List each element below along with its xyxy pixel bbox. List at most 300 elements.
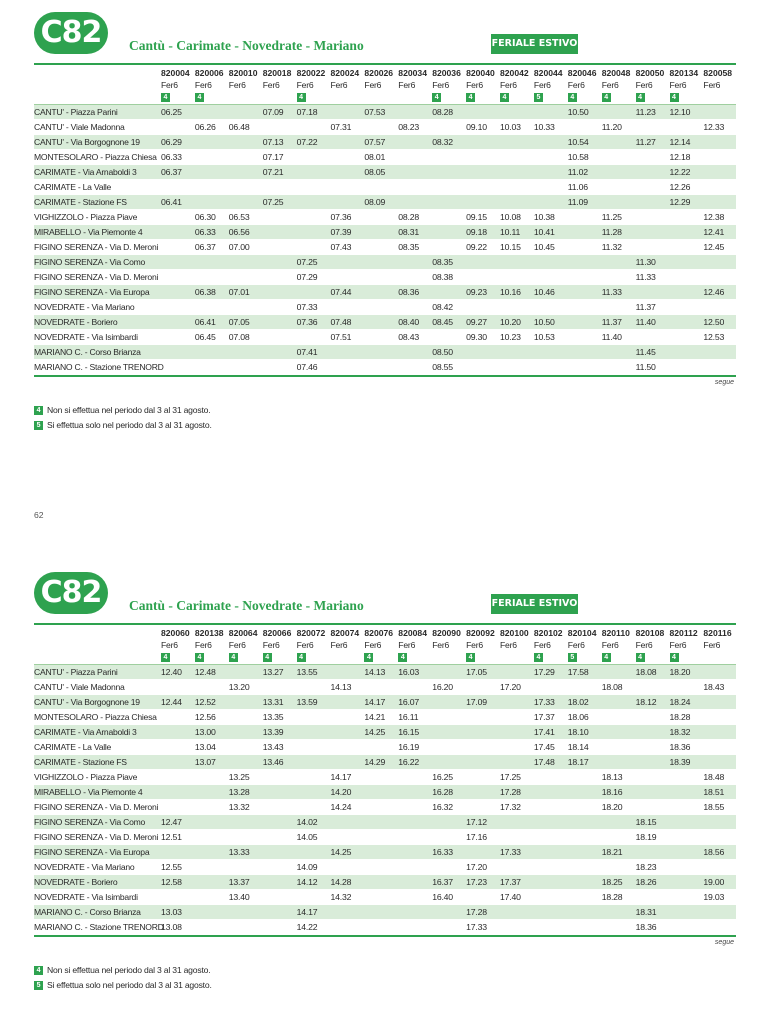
trip-header (703, 67, 737, 91)
trip-header (670, 627, 704, 662)
departure-time: 09.27 (466, 317, 487, 327)
trip-note-badge: 4 (297, 653, 306, 662)
departure-time: 09.22 (466, 242, 487, 252)
route-title: Cantù - Carimate - Novedrate - Mariano (129, 38, 364, 53)
departure-time: 10.45 (533, 242, 555, 252)
departure-time: 14.32 (330, 892, 352, 902)
trip-note-badge: 4 (195, 653, 204, 662)
departure-time: 12.46 (703, 287, 725, 297)
header-rule (34, 623, 736, 625)
trip-day: Fer6 (669, 80, 687, 90)
table-row (34, 785, 736, 799)
departure-time: 12.52 (194, 697, 216, 707)
table-row (34, 300, 736, 314)
departure-time: 08.05 (364, 167, 386, 177)
timetable-block-top (0, 0, 768, 500)
departure-time: 18.08 (601, 682, 623, 692)
stop-name: CANTU' - Via Borgognone 19 (34, 697, 140, 707)
trip-header (568, 627, 602, 662)
legend-text: Non si effettua nel periodo dal 3 al 31 agosto. (47, 405, 211, 415)
departure-time: 14.20 (330, 787, 352, 797)
trip-note-badge: 5 (568, 653, 577, 662)
table-row (34, 315, 736, 329)
departure-time: 11.33 (635, 272, 656, 282)
trip-note-badge: 4 (466, 653, 475, 662)
stop-name: CARIMATE - La Valle (34, 182, 112, 192)
trip-day: Fer6 (330, 80, 348, 90)
departure-time: 08.50 (432, 347, 453, 357)
stop-name: NOVEDRATE - Boriero (34, 317, 118, 327)
trip-day: Fer6 (567, 80, 585, 90)
table-row (34, 210, 736, 224)
departure-time: 10.03 (500, 122, 521, 132)
departure-time: 10.38 (533, 212, 555, 222)
stop-name: FIGINO SERENZA - Via Como (34, 817, 146, 827)
departure-time: 14.17 (296, 907, 318, 917)
departure-time: 13.07 (194, 757, 216, 767)
table-row (34, 770, 736, 784)
trip-day: Fer6 (194, 640, 212, 650)
departure-time: 11.02 (567, 167, 588, 177)
table-row (34, 875, 736, 889)
trip-header (534, 67, 568, 102)
departure-time: 09.15 (466, 212, 487, 222)
trip-header (670, 67, 704, 102)
trip-day: Fer6 (262, 80, 280, 90)
trip-header (161, 627, 195, 662)
trip-id: 820138 (194, 628, 224, 638)
trip-day: Fer6 (364, 640, 382, 650)
departure-time: 06.41 (194, 317, 216, 327)
departure-time: 06.33 (161, 152, 182, 162)
trip-day: Fer6 (533, 80, 551, 90)
legend-badge: 4 (34, 406, 43, 415)
legend-badge: 5 (34, 981, 43, 990)
table-row (34, 695, 736, 709)
trip-header (636, 627, 670, 662)
trip-day: Fer6 (635, 80, 653, 90)
departure-time: 18.39 (669, 757, 691, 767)
departure-time: 12.51 (161, 832, 182, 842)
departure-time: 06.25 (161, 107, 182, 117)
trip-day: Fer6 (161, 640, 178, 650)
departure-time: 13.55 (296, 667, 318, 677)
trip-id: 820076 (364, 628, 394, 638)
trip-header (331, 67, 365, 91)
trip-header (466, 627, 500, 662)
trip-day: Fer6 (500, 640, 517, 650)
table-row (34, 225, 736, 239)
table-row (34, 285, 736, 299)
trip-header (703, 627, 737, 651)
page-number: 62 (34, 510, 44, 520)
departure-time: 08.31 (398, 227, 420, 237)
trip-day: Fer6 (228, 640, 246, 650)
departure-time: 12.55 (161, 862, 182, 872)
stop-name: CARIMATE - Stazione FS (34, 757, 127, 767)
departure-time: 12.44 (161, 697, 182, 707)
trip-id: 820040 (466, 68, 495, 78)
legend-badge: 5 (34, 421, 43, 430)
departure-time: 09.30 (466, 332, 487, 342)
departure-time: 14.28 (330, 877, 352, 887)
departure-time: 08.01 (364, 152, 386, 162)
table-row (34, 255, 736, 269)
table-row (34, 710, 736, 724)
trip-id: 820104 (567, 628, 597, 638)
trip-header (398, 67, 432, 91)
departure-time: 13.32 (228, 802, 250, 812)
departure-time: 07.36 (330, 212, 352, 222)
trip-header (195, 67, 229, 102)
departure-time: 10.33 (533, 122, 555, 132)
departure-time: 18.55 (703, 802, 725, 812)
trip-header (331, 627, 365, 651)
departure-time: 12.18 (669, 152, 691, 162)
departure-time: 08.28 (432, 107, 453, 117)
table-row (34, 755, 736, 769)
departure-time: 16.11 (398, 712, 419, 722)
trip-id: 820100 (500, 628, 529, 638)
trip-note-badge: 4 (466, 93, 475, 102)
trip-id: 820072 (296, 628, 326, 638)
trip-header (636, 67, 670, 102)
departure-time: 14.02 (296, 817, 318, 827)
departure-time: 10.20 (500, 317, 521, 327)
trip-note-badge: 4 (500, 93, 509, 102)
stop-name: NOVEDRATE - Via Mariano (34, 302, 135, 312)
departure-time: 12.53 (703, 332, 725, 342)
departure-time: 07.33 (296, 302, 318, 312)
departure-time: 08.42 (432, 302, 453, 312)
departure-time: 07.08 (228, 332, 250, 342)
departure-time: 06.38 (194, 287, 216, 297)
departure-time: 17.41 (533, 727, 555, 737)
departure-time: 18.08 (635, 667, 657, 677)
trip-id: 820074 (330, 628, 360, 638)
departure-time: 13.35 (262, 712, 284, 722)
departure-time: 07.43 (330, 242, 352, 252)
departure-time: 18.56 (703, 847, 725, 857)
stop-name: NOVEDRATE - Via Isimbardi (34, 892, 138, 902)
departure-time: 14.13 (330, 682, 352, 692)
trip-id: 820034 (398, 68, 427, 78)
departure-time: 11.06 (567, 182, 588, 192)
departure-time: 13.37 (228, 877, 250, 887)
departure-time: 18.12 (635, 697, 657, 707)
departure-time: 14.25 (330, 847, 352, 857)
trip-day: Fer6 (601, 80, 619, 90)
departure-time: 14.25 (364, 727, 386, 737)
departure-time: 07.13 (262, 137, 284, 147)
departure-time: 12.33 (703, 122, 725, 132)
departure-time: 07.39 (330, 227, 352, 237)
departure-time: 18.21 (601, 847, 623, 857)
departure-time: 11.30 (635, 257, 656, 267)
table-row (34, 860, 736, 874)
departure-time: 10.53 (533, 332, 555, 342)
trip-id: 820042 (500, 68, 529, 78)
departure-time: 16.32 (432, 802, 453, 812)
table-row (34, 830, 736, 844)
departure-time: 06.48 (228, 122, 250, 132)
departure-time: 14.17 (364, 697, 386, 707)
departure-time: 07.21 (262, 167, 284, 177)
departure-time: 07.05 (228, 317, 250, 327)
departure-time: 13.46 (262, 757, 284, 767)
trip-day: Fer6 (296, 640, 314, 650)
departure-time: 12.14 (669, 137, 691, 147)
legend-item (34, 980, 212, 990)
trip-day: Fer6 (330, 640, 348, 650)
trip-id: 820050 (635, 68, 665, 78)
stop-name: CANTU' - Piazza Parini (34, 667, 118, 677)
trip-id: 820026 (364, 68, 394, 78)
stop-name: FIGINO SERENZA - Via Como (34, 257, 146, 267)
departure-time: 07.01 (228, 287, 250, 297)
trip-id: 820022 (296, 68, 326, 78)
departure-time: 18.28 (669, 712, 691, 722)
departure-time: 19.00 (703, 877, 725, 887)
trip-note-badge: 4 (297, 93, 306, 102)
departure-time: 18.26 (635, 877, 657, 887)
trip-day: Fer6 (296, 80, 314, 90)
departure-time: 17.16 (466, 832, 487, 842)
trip-note-badge: 4 (195, 93, 204, 102)
timetable-block-bottom (0, 560, 768, 1024)
departure-time: 08.40 (398, 317, 420, 327)
departure-time: 06.37 (161, 167, 182, 177)
departure-time: 06.30 (194, 212, 216, 222)
departure-time: 13.04 (194, 742, 216, 752)
stop-name: FIGINO SERENZA - Via D. Meroni (34, 832, 159, 842)
departure-time: 11.45 (635, 347, 656, 357)
stop-name: FIGINO SERENZA - Via D. Meroni (34, 242, 159, 252)
trip-day: Fer6 (194, 80, 212, 90)
continued-label: segue (714, 939, 734, 946)
trip-header (364, 67, 398, 91)
route-title: Cantù - Carimate - Novedrate - Mariano (129, 598, 364, 613)
departure-time: 16.33 (432, 847, 453, 857)
trip-note-badge: 4 (161, 653, 170, 662)
stop-name: MONTESOLARO - Piazza Chiesa (34, 712, 157, 722)
trip-note-badge: 4 (161, 93, 170, 102)
stop-name: FIGINO SERENZA - Via D. Meroni (34, 272, 159, 282)
trip-day: Fer6 (500, 80, 517, 90)
departure-time: 18.31 (635, 907, 657, 917)
trip-note-badge: 4 (534, 653, 543, 662)
departure-time: 17.37 (500, 877, 521, 887)
trip-note-badge: 4 (602, 653, 611, 662)
trip-note-badge: 4 (432, 93, 441, 102)
trip-id: 820018 (262, 68, 292, 78)
departure-time: 18.10 (567, 727, 589, 737)
departure-time: 11.33 (601, 287, 622, 297)
departure-time: 17.32 (500, 802, 521, 812)
trip-day: Fer6 (262, 640, 280, 650)
continued-label: segue (714, 379, 734, 386)
departure-time: 14.24 (330, 802, 352, 812)
departure-time: 08.38 (432, 272, 453, 282)
departure-time: 10.15 (500, 242, 521, 252)
departure-time: 16.15 (398, 727, 420, 737)
trip-id: 820108 (635, 628, 665, 638)
legend-item (34, 965, 210, 975)
trip-id: 820066 (262, 628, 292, 638)
trip-day: Fer6 (703, 80, 721, 90)
table-row (34, 150, 736, 164)
departure-time: 18.17 (567, 757, 589, 767)
table-row (34, 920, 736, 934)
departure-time: 09.18 (466, 227, 487, 237)
departure-time: 06.26 (194, 122, 216, 132)
table-row (34, 330, 736, 344)
departure-time: 11.28 (601, 227, 622, 237)
line-logo: C82 (34, 12, 108, 54)
trip-id: 820044 (533, 68, 563, 78)
stop-name: FIGINO SERENZA - Via D. Meroni (34, 802, 159, 812)
trip-id: 820010 (228, 68, 258, 78)
departure-time: 12.10 (669, 107, 691, 117)
trip-id: 820092 (466, 628, 495, 638)
departure-time: 07.48 (330, 317, 352, 327)
trip-header (602, 627, 636, 662)
trip-day: Fer6 (364, 80, 382, 90)
departure-time: 18.32 (669, 727, 691, 737)
trip-id: 820112 (669, 628, 698, 638)
stop-name: VIGHIZZOLO - Piazza Piave (34, 772, 138, 782)
departure-time: 11.09 (567, 197, 588, 207)
footer-rule (34, 375, 736, 377)
departure-time: 08.28 (398, 212, 420, 222)
departure-time: 17.48 (533, 757, 555, 767)
trip-id: 820102 (533, 628, 563, 638)
departure-time: 12.56 (194, 712, 216, 722)
trip-header (602, 67, 636, 102)
departure-time: 16.03 (398, 667, 420, 677)
legend-text: Si effettua solo nel periodo dal 3 al 31 agosto. (47, 980, 212, 990)
departure-time: 17.25 (500, 772, 521, 782)
table-row (34, 665, 736, 679)
departure-time: 06.41 (161, 197, 182, 207)
departure-time: 14.12 (296, 877, 318, 887)
departure-time: 06.33 (194, 227, 216, 237)
trip-day: Fer6 (601, 640, 619, 650)
departure-time: 14.13 (364, 667, 386, 677)
trip-header (432, 67, 466, 102)
footer-rule (34, 935, 736, 937)
departure-time: 14.22 (296, 922, 318, 932)
trip-header (161, 67, 195, 102)
stop-name: FIGINO SERENZA - Via Europa (34, 847, 150, 857)
departure-time: 06.56 (228, 227, 250, 237)
departure-time: 13.28 (228, 787, 250, 797)
stop-name: MARIANO C. - Corso Brianza (34, 907, 141, 917)
departure-time: 11.37 (601, 317, 622, 327)
trip-day: Fer6 (703, 640, 721, 650)
service-badge: FERIALE ESTIVO (491, 594, 578, 614)
stop-name: MARIANO C. - Corso Brianza (34, 347, 141, 357)
table-row (34, 740, 736, 754)
trip-header (229, 627, 263, 662)
departure-time: 07.51 (330, 332, 352, 342)
departure-time: 06.45 (194, 332, 216, 342)
departure-time: 08.36 (398, 287, 420, 297)
departure-time: 17.58 (567, 667, 589, 677)
trip-header (500, 627, 534, 651)
trip-id: 820090 (432, 628, 461, 638)
departure-time: 13.33 (228, 847, 250, 857)
trip-id: 820036 (432, 68, 461, 78)
trip-note-badge: 4 (263, 653, 272, 662)
departure-time: 17.40 (500, 892, 521, 902)
trip-header (364, 627, 398, 662)
departure-time: 08.35 (398, 242, 420, 252)
departure-time: 17.33 (466, 922, 487, 932)
departure-time: 18.36 (669, 742, 691, 752)
stop-name: MIRABELLO - Via Piemonte 4 (34, 787, 143, 797)
departure-time: 14.05 (296, 832, 318, 842)
departure-time: 17.20 (500, 682, 521, 692)
departure-time: 12.22 (669, 167, 691, 177)
trip-note-badge: 4 (398, 653, 407, 662)
table-row (34, 815, 736, 829)
trip-id: 820064 (228, 628, 258, 638)
trip-id: 820058 (703, 68, 733, 78)
departure-time: 16.19 (398, 742, 420, 752)
departure-time: 16.07 (398, 697, 420, 707)
departure-time: 18.25 (601, 877, 623, 887)
departure-time: 17.28 (466, 907, 487, 917)
table-row (34, 680, 736, 694)
departure-time: 07.18 (296, 107, 318, 117)
table-row (34, 240, 736, 254)
departure-time: 12.38 (703, 212, 725, 222)
stop-name: NOVEDRATE - Via Mariano (34, 862, 135, 872)
stop-name: MARIANO C. - Stazione TRENORD (34, 362, 164, 372)
departure-time: 07.17 (262, 152, 284, 162)
departure-time: 18.13 (601, 772, 623, 782)
departure-time: 17.45 (533, 742, 555, 752)
departure-time: 08.09 (364, 197, 386, 207)
line-logo: C82 (34, 572, 108, 614)
trip-note-badge: 4 (636, 93, 645, 102)
departure-time: 07.25 (262, 197, 284, 207)
trip-day: Fer6 (466, 80, 483, 90)
departure-time: 12.58 (161, 877, 182, 887)
departure-time: 07.22 (296, 137, 318, 147)
departure-time: 11.27 (635, 137, 656, 147)
departure-time: 10.23 (500, 332, 521, 342)
table-row (34, 725, 736, 739)
legend-item (34, 420, 212, 430)
trip-id: 820134 (669, 68, 699, 78)
departure-time: 18.36 (635, 922, 657, 932)
departure-time: 19.03 (703, 892, 725, 902)
departure-time: 18.19 (635, 832, 657, 842)
table-row (34, 800, 736, 814)
trip-id: 820116 (703, 628, 732, 638)
stop-name: CARIMATE - Stazione FS (34, 197, 127, 207)
departure-time: 16.25 (432, 772, 453, 782)
trip-note-badge: 4 (670, 93, 679, 102)
departure-time: 07.31 (330, 122, 352, 132)
departure-time: 08.35 (432, 257, 453, 267)
departure-time: 10.54 (567, 137, 589, 147)
departure-time: 07.00 (228, 242, 250, 252)
stop-name: MIRABELLO - Via Piemonte 4 (34, 227, 143, 237)
departure-time: 18.14 (567, 742, 589, 752)
